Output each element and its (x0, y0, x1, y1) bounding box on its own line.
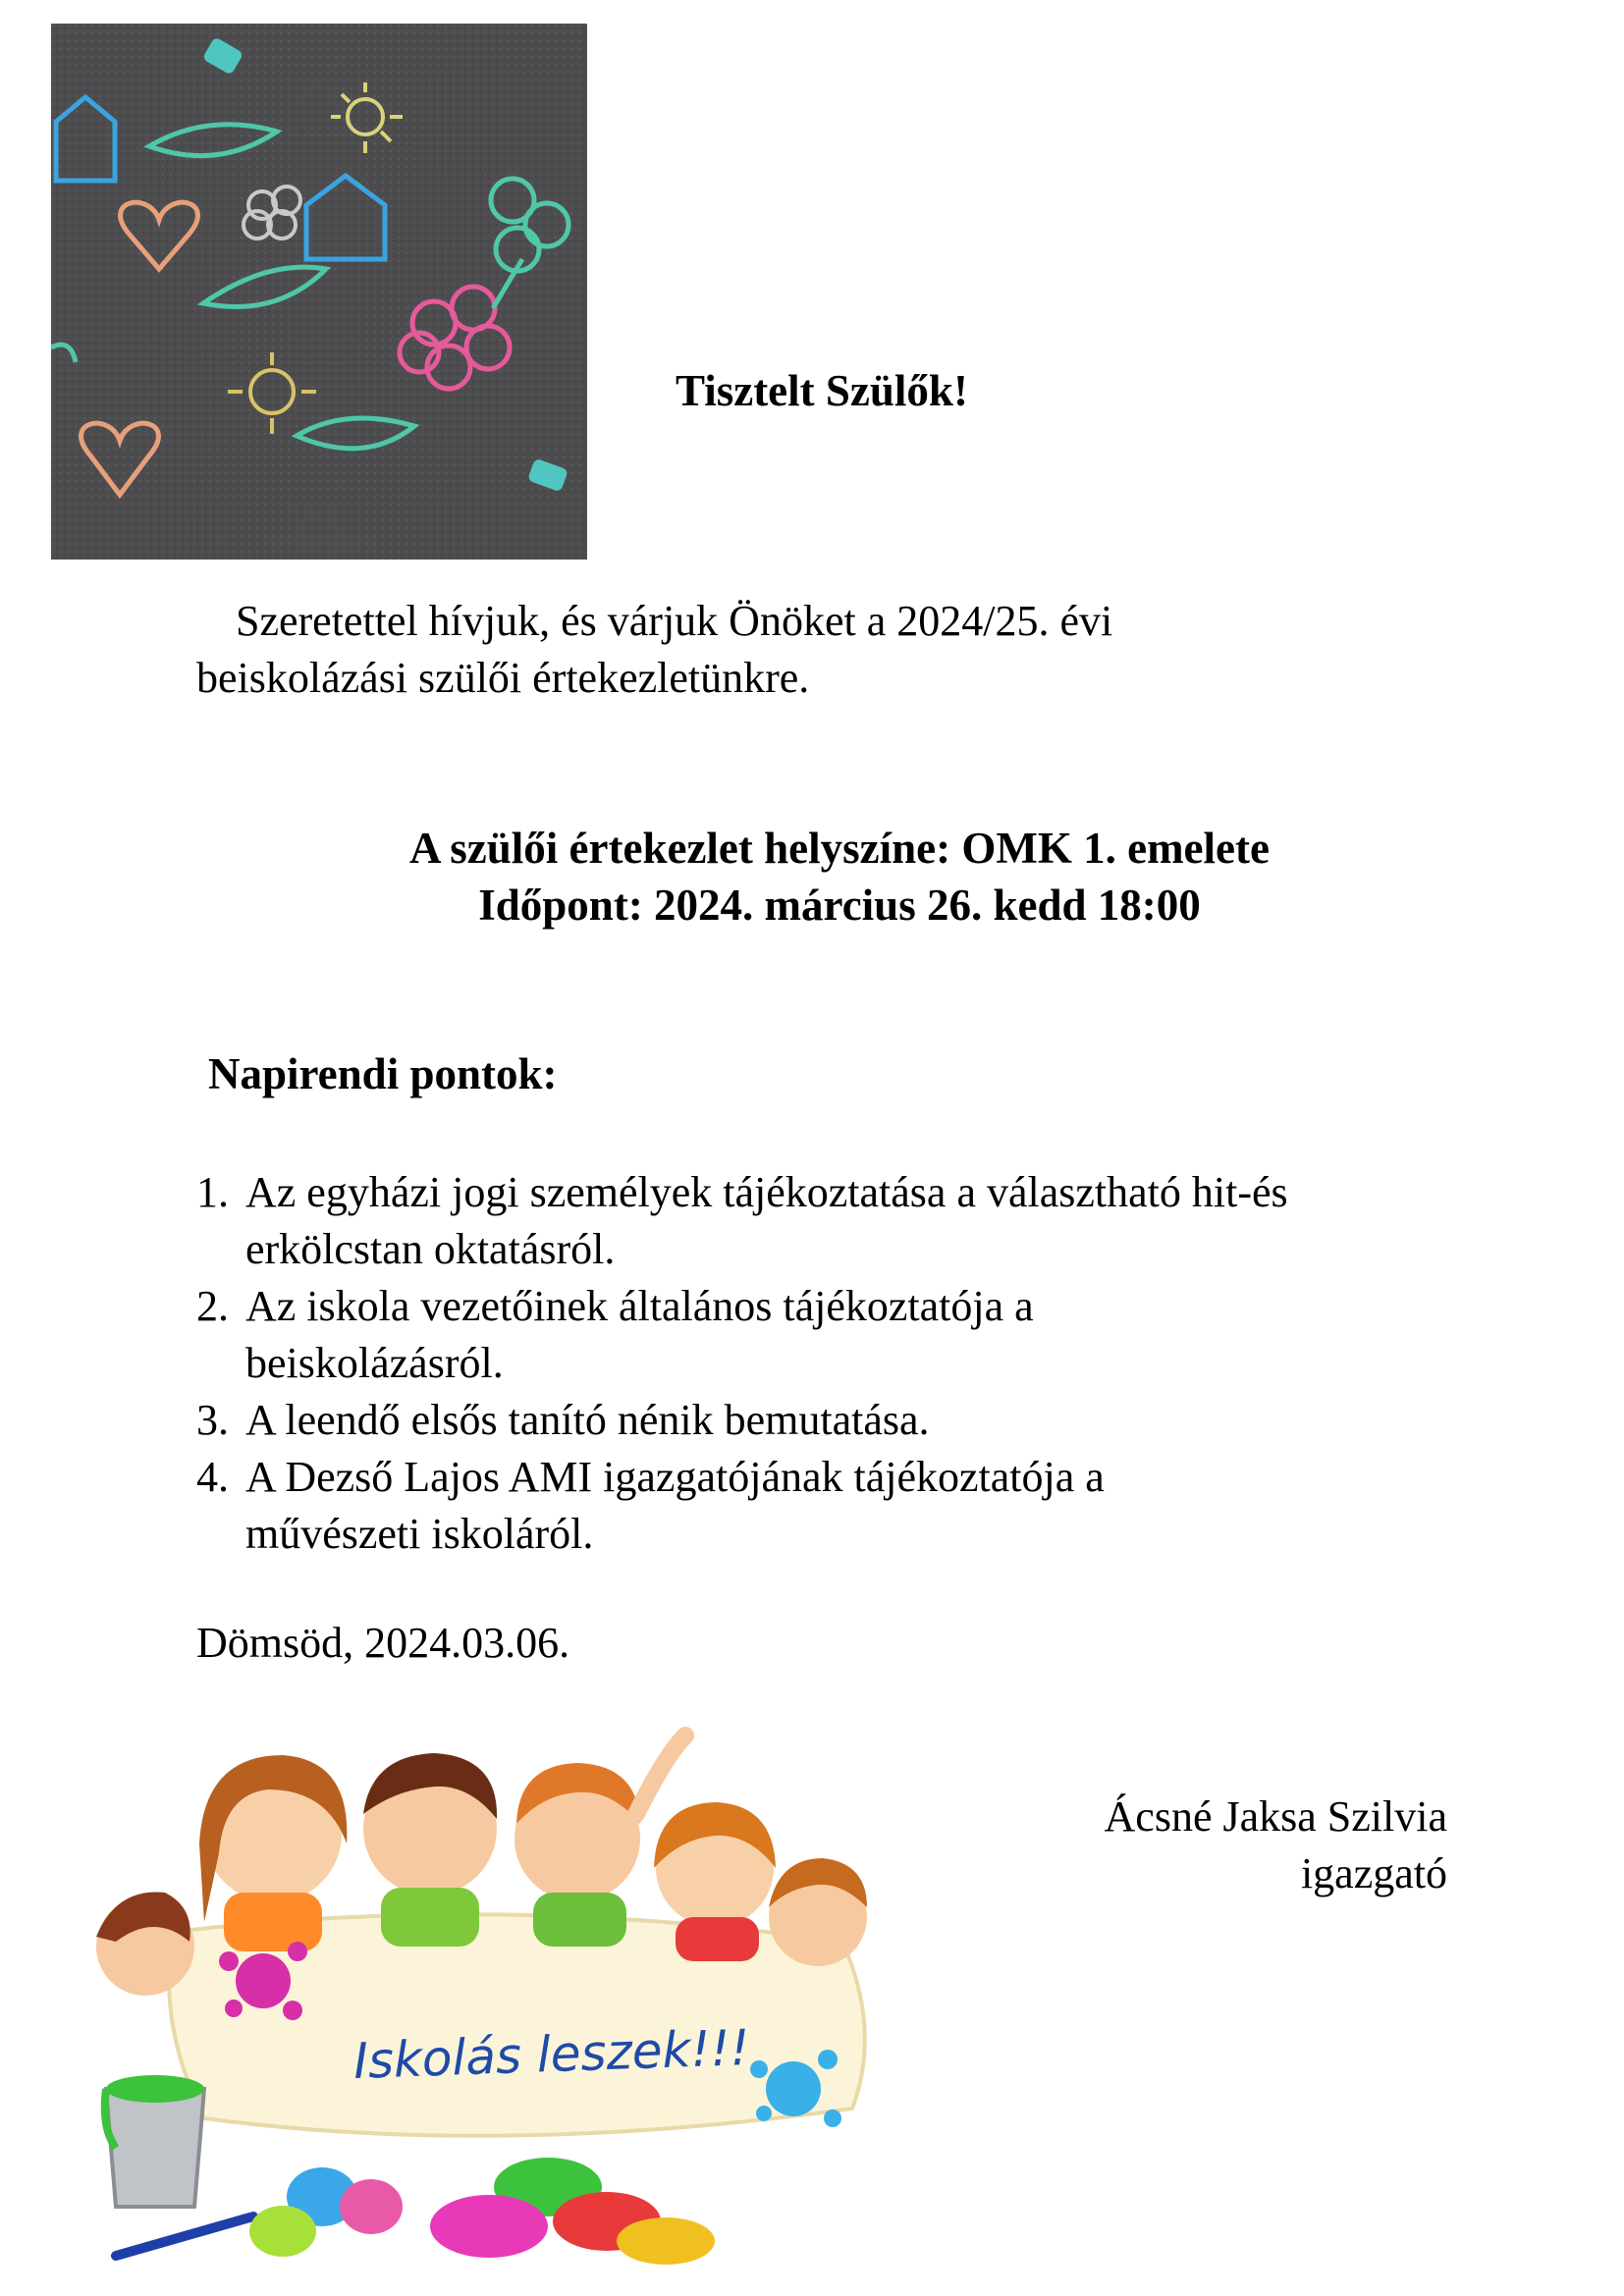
greeting-heading: Tisztelt Szülők! (676, 366, 968, 415)
intro-paragraph (196, 593, 1355, 707)
agenda-item-number: 4. (196, 1453, 229, 1501)
agenda-item-text: A leendő elsős tanító nénik bemutatása. (245, 1396, 930, 1444)
meeting-time: Időpont: 2024. március 26. kedd 18:00 (478, 881, 1201, 930)
agenda-list (196, 1164, 1473, 1563)
agenda-item-number: 2. (196, 1282, 229, 1330)
agenda-item (196, 1449, 1473, 1563)
banner-text: Iskolás leszek!!! (352, 2018, 751, 2091)
agenda-item-text: erkölcstan oktatásról. (245, 1225, 616, 1273)
agenda-item (196, 1278, 1473, 1392)
signature-name: Ácsné Jaksa Szilvia (1104, 1792, 1447, 1841)
signature-block (1105, 1789, 1447, 1902)
meeting-location: A szülői értekezlet helyszíne: OMK 1. emelete (409, 824, 1270, 873)
chalk-drawing-photo (51, 24, 587, 560)
agenda-item (196, 1164, 1473, 1278)
agenda-item-text: beiskolázásról. (245, 1339, 504, 1387)
agenda-item (196, 1392, 1473, 1449)
intro-line-1: Szeretettel hívjuk, és várjuk Önöket a 2024/25. évi (236, 597, 1113, 645)
agenda-item-text: Az iskola vezetőinek általános tájékoztatója a (245, 1282, 1034, 1330)
agenda-item-number: 3. (196, 1396, 229, 1444)
agenda-title: Napirendi pontok: (208, 1049, 558, 1098)
agenda-item-text: művészeti iskoláról. (245, 1510, 594, 1558)
agenda-item-text: Az egyházi jogi személyek tájékoztatása a választható hit-és (245, 1168, 1288, 1216)
intro-line-2: beiskolázási szülői értekezletünkre. (196, 654, 810, 702)
place-date: Dömsöd, 2024.03.06. (196, 1619, 570, 1667)
agenda-item-text: A Dezső Lajos AMI igazgatójának tájékoztatója a (245, 1453, 1105, 1501)
signature-title: igazgató (1300, 1849, 1447, 1897)
kids-banner-illustration (57, 1696, 921, 2266)
agenda-item-number: 1. (196, 1168, 229, 1216)
